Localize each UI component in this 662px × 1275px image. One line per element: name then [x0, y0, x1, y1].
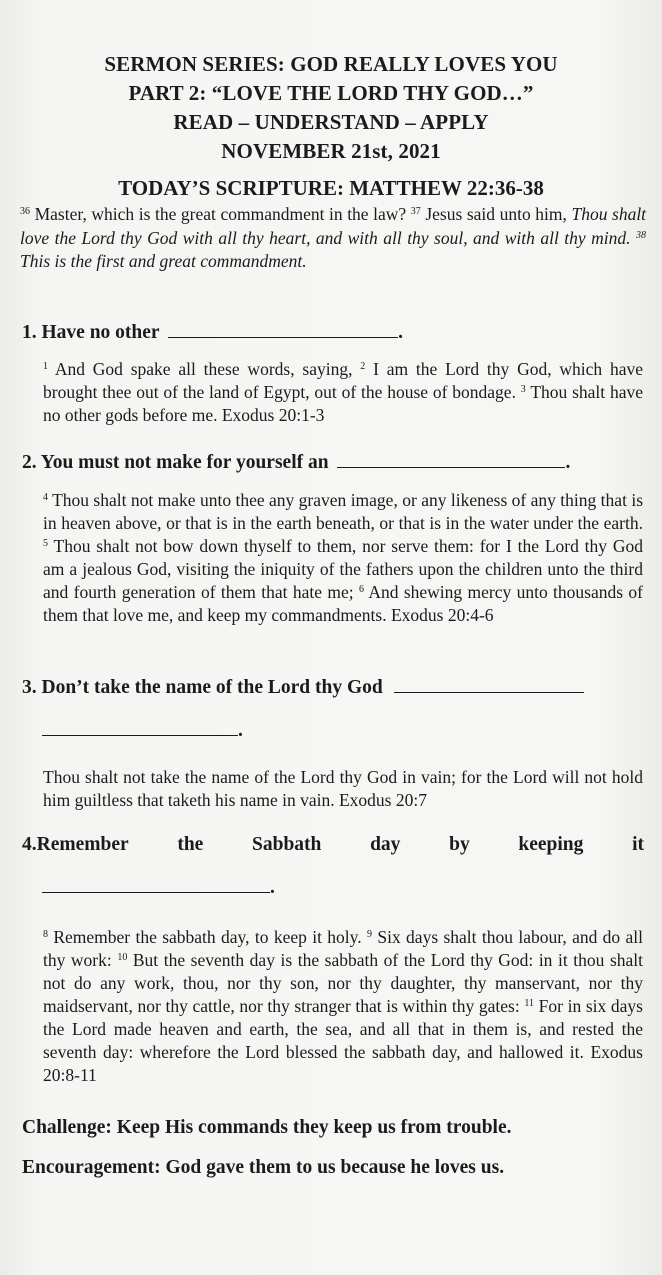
verse-text-italic: Thou shalt love the Lord thy God with all thy heart, and with all thy soul, and with all thy mind.	[20, 204, 647, 248]
point-1-verses	[43, 358, 643, 427]
fill-in-blank	[337, 452, 565, 468]
verse-number: 6	[358, 584, 364, 595]
verse-number: 9	[367, 929, 372, 940]
verse-text: For in six days the Lord made heaven and earth, the sea, and all that in them is, and rested the seventh day: wherefore the Lord blessed the sabbath day, and hallowed it. Exodus 20:8-11	[43, 996, 643, 1085]
verse-text: Six days shalt thou labour, and do all thy work:	[43, 927, 644, 970]
point-4-word: by	[449, 834, 470, 855]
point-2-label: 2. You must not make for yourself an	[22, 452, 329, 473]
verse-number: 8	[43, 929, 48, 940]
point-4-heading	[22, 834, 644, 856]
verse-text: Thou shalt not make unto thee any graven image, or any likeness of any thing that is in heaven above, or that is in the earth beneath, or that is in the water under the earth.	[43, 490, 643, 533]
scripture-title: TODAY’S SCRIPTURE: MATTHEW 22:36-38	[118, 176, 544, 200]
point-4-verses	[43, 926, 643, 1087]
point-3-heading-continued	[42, 720, 243, 742]
challenge-text: Challenge: Keep His commands they keep us from trouble.	[22, 1117, 512, 1138]
point-4-word: it	[632, 834, 644, 855]
verse-text: But the seventh day is the sabbath of the Lord thy God: in it thou shalt not do any work, thou, nor thy son, nor thy daughter, thy manservant, nor thy maidservant, nor thy cattle, nor thy stranger that is within thy gates:	[43, 950, 643, 1016]
series-title: SERMON SERIES: GOD REALLY LOVES YOU	[104, 52, 558, 76]
verse-text: Jesus said unto him,	[425, 204, 567, 224]
point-1-label: 1. Have no other	[22, 322, 160, 343]
point-1-heading	[22, 322, 403, 344]
point-4-word: day	[370, 834, 401, 855]
verse-text: I am the Lord thy God, which have brought thee out of the land of Egypt, out of the house of bondage.	[43, 359, 644, 402]
point-3-period: .	[238, 720, 243, 741]
fill-in-blank	[42, 877, 270, 893]
point-3-label: 3. Don’t take the name of the Lord thy God	[22, 677, 383, 698]
verse-number: 38	[636, 229, 646, 241]
verse-number: 37	[410, 206, 421, 217]
verse-number: 2	[360, 361, 366, 372]
point-4-heading-continued	[42, 877, 275, 899]
point-1-period: .	[398, 322, 403, 343]
point-4-word: keeping	[518, 834, 584, 855]
fill-in-blank	[168, 322, 398, 338]
verse-number: 36	[20, 206, 30, 217]
verse-number: 3	[520, 384, 526, 395]
verse-text: Remember the sabbath day, to keep it holy.	[53, 927, 362, 947]
point-4-word: 4.Remember	[22, 834, 129, 855]
point-4-word: the	[177, 834, 204, 855]
verse-text: And shewing mercy unto thousands of them that love me, and keep my commandments. Exodus 20:4-6	[43, 582, 643, 625]
verse-number: 4	[43, 492, 48, 503]
fill-in-blank	[42, 720, 238, 736]
verse-text-italic: This is the first and great commandment.	[20, 251, 307, 271]
point-2-heading	[22, 452, 570, 474]
sermon-header	[0, 50, 662, 166]
verse-number: 11	[524, 998, 535, 1009]
encouragement-text: Encouragement: God gave them to us because he loves us.	[22, 1157, 505, 1178]
verse-number: 1	[43, 361, 48, 372]
verse-text: And God spake all these words, saying,	[54, 359, 353, 379]
point-4-word: Sabbath	[252, 834, 322, 855]
point-3-heading	[22, 677, 584, 699]
scripture-passage	[20, 203, 646, 274]
verse-number: 10	[117, 952, 128, 963]
part-title: PART 2: “LOVE THE LORD THY GOD…”	[128, 81, 534, 105]
tagline: READ – UNDERSTAND – APPLY	[173, 110, 489, 134]
sermon-date: NOVEMBER 21st, 2021	[221, 139, 441, 163]
verse-text: Thou shalt have no other gods before me. Exodus 20:1-3	[43, 382, 643, 425]
verse-number: 5	[43, 538, 48, 549]
verse-text: Thou shalt not bow down thyself to them, nor serve them: for I the Lord thy God am a jealous God, visiting the iniquity of the fathers upon the children unto the third and fourth generation of them that hate me;	[43, 536, 643, 602]
point-2-verses	[43, 489, 643, 627]
fill-in-blank	[394, 677, 584, 693]
point-4-period: .	[270, 877, 275, 898]
point-3-verses: Thou shalt not take the name of the Lord thy God in vain; for the Lord will not hold him guiltless that taketh his name in vain. Exodus 20:7	[43, 767, 643, 810]
verse-text: Master, which is the great commandment in the law?	[34, 204, 407, 224]
point-2-period: .	[565, 452, 571, 473]
